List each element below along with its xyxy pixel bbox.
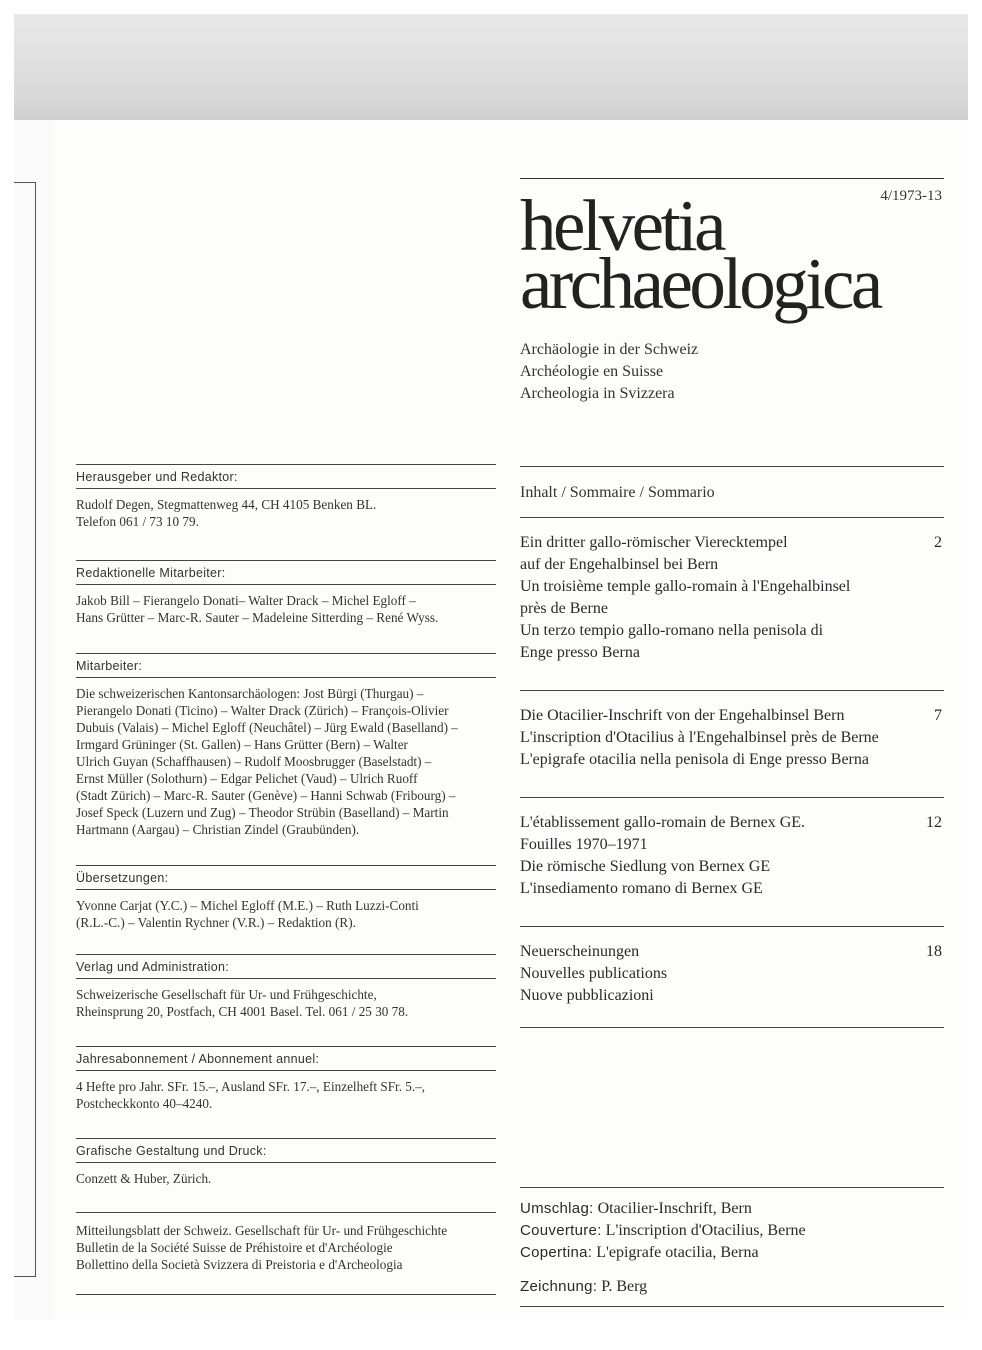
masthead-rule <box>520 178 944 179</box>
entry-line: Fouilles 1970–1971 <box>520 836 648 853</box>
scan-top-shadow <box>14 14 968 120</box>
issue-number: 4/1973-13 <box>880 188 942 204</box>
imprint-text <box>76 489 496 530</box>
text-line: (Stadt Zürich) – Marc-R. Sauter (Genève) – Hanni Schwab (Fribourg) – <box>76 788 456 803</box>
spacer <box>520 1028 944 1187</box>
cover-line <box>520 1220 944 1242</box>
entry-line: Nouvelles publications <box>520 965 668 982</box>
text-line: Postcheckkonto 40–4240. <box>76 1096 213 1111</box>
rule <box>520 1306 944 1307</box>
entry-line: L'établissement gallo-romain de Bernex GE. <box>520 814 806 831</box>
text-line: Rudolf Degen, Stegmattenweg 44, CH 4105 Benken BL. <box>76 497 377 512</box>
contents-entry <box>520 798 944 926</box>
text-line: (R.L.-C.) – Valentin Rychner (V.R.) – Redaktion (R). <box>76 915 356 930</box>
rule <box>76 1294 496 1295</box>
entry-line: L'epigrafe otacilia nella penisola di Enge presso Berna <box>520 751 869 768</box>
entry-line: L'insediamento romano di Bernex GE <box>520 880 763 897</box>
text-line: Ernst Müller (Solothurn) – Edgar Pelichet (Vaud) – Ulrich Ruoff <box>76 771 418 786</box>
imprint-label: Jahresabonnement / Abonnement annuel: <box>76 1052 320 1066</box>
text-line: Yvonne Carjat (Y.C.) – Michel Egloff (M.E.) – Ruth Luzzi-Conti <box>76 898 419 913</box>
entry-line: L'inscription d'Otacilius à l'Engehalbinsel près de Berne <box>520 729 879 746</box>
text-line: Telefon 061 / 73 10 79. <box>76 514 199 529</box>
imprint-block <box>76 560 496 653</box>
text-line: Pierangelo Donati (Ticino) – Walter Drack (Zürich) – François-Olivier <box>76 703 449 718</box>
imprint-block <box>76 954 496 1046</box>
entry-line: Die römische Siedlung von Bernex GE <box>520 858 771 875</box>
entry-line: Ein dritter gallo-römischer Vierecktempel <box>520 534 788 551</box>
imprint-text <box>76 1071 496 1112</box>
entry-line: Un terzo tempio gallo-romano nella penisola di <box>520 622 824 639</box>
text-line: Irmgard Grüninger (St. Gallen) – Hans Grütter (Bern) – Walter <box>76 737 408 752</box>
contents-entry <box>520 691 944 797</box>
imprint-text <box>76 678 496 838</box>
text-line: Hans Grütter – Marc-R. Sauter – Madeleine Sitterding – René Wyss. <box>76 610 439 625</box>
imprint-text <box>76 585 496 626</box>
text-line: Schweizerische Gesellschaft für Ur- und Frühgeschichte, <box>76 987 377 1002</box>
page-number: 7 <box>934 707 942 724</box>
entry-line: Un troisième temple gallo-romain à l'Engehalbinsel <box>520 578 851 595</box>
cover-label: Umschlag: <box>520 1200 594 1217</box>
imprint-label: Redaktionelle Mitarbeiter: <box>76 566 226 580</box>
text-line: Josef Speck (Luzern und Zug) – Theodor Strübin (Baselland) – Martin <box>76 805 449 820</box>
text-line: Die schweizerischen Kantonsarchäologen: Jost Bürgi (Thurgau) – <box>76 686 424 701</box>
imprint-label: Grafische Gestaltung und Druck: <box>76 1144 267 1158</box>
subtitle-line: Archéologie en Suisse <box>520 363 664 380</box>
text-line: Bollettino della Società Svizzera di Preistoria e d'Archeologia <box>76 1257 403 1272</box>
drawing-text: P. Berg <box>601 1278 648 1295</box>
drawing-label: Zeichnung: <box>520 1278 598 1295</box>
text-line: Dubuis (Valais) – Michel Egloff (Neuchâtel) – Jürg Ewald (Baselland) – <box>76 720 458 735</box>
masthead <box>520 178 944 405</box>
imprint-label: Verlag und Administration: <box>76 960 230 974</box>
imprint-block <box>76 653 496 865</box>
title-line: archaeologica <box>520 243 880 324</box>
cover-text: L'inscription d'Otacilius, Berne <box>605 1222 806 1239</box>
society-text <box>76 1213 496 1273</box>
crop-mark <box>14 1276 36 1277</box>
imprint-text <box>76 979 496 1020</box>
contents-column <box>520 466 944 1307</box>
subtitle-line: Archäologie in der Schweiz <box>520 341 699 358</box>
text-line: Hartmann (Aargau) – Christian Zindel (Graubünden). <box>76 822 360 837</box>
page-number: 2 <box>934 534 942 551</box>
left-page-strip <box>14 120 54 1320</box>
text-line: Jakob Bill – Fierangelo Donati– Walter Drack – Michel Egloff – <box>76 593 416 608</box>
drawing-credit <box>520 1276 944 1298</box>
text-line: Mitteilungsblatt der Schweiz. Gesellschaft für Ur- und Frühgeschichte <box>76 1223 448 1238</box>
cover-line <box>520 1198 944 1220</box>
crop-mark <box>35 182 36 1276</box>
text-line: Ulrich Guyan (Schaffhausen) – Rudolf Moosbrugger (Baselstadt) – <box>76 754 432 769</box>
imprint-block <box>76 464 496 560</box>
cover-label: Copertina: <box>520 1244 593 1261</box>
entry-line: Neuerscheinungen <box>520 943 640 960</box>
imprint-block <box>76 1046 496 1138</box>
entry-line: Nuove pubblicazioni <box>520 987 654 1004</box>
cover-text: L'epigrafe otacilia, Berna <box>596 1244 759 1261</box>
entry-line: près de Berne <box>520 600 608 617</box>
cover-label: Couverture: <box>520 1222 602 1239</box>
entry-line: auf der Engehalbinsel bei Bern <box>520 556 719 573</box>
cover-line <box>520 1242 944 1264</box>
entry-line: Die Otacilier-Inschrift von der Engehalbinsel Bern <box>520 707 845 724</box>
contents-entry <box>520 518 944 690</box>
title-line: helvetia <box>520 185 724 266</box>
contents-heading: Inhalt / Sommaire / Sommario <box>520 484 715 501</box>
text-line: Rheinsprung 20, Postfach, CH 4001 Basel. Tel. 061 / 25 30 78. <box>76 1004 409 1019</box>
contents-entry <box>520 927 944 1027</box>
imprint-block <box>76 865 496 954</box>
imprint-label: Herausgeber und Redaktor: <box>76 470 238 484</box>
imprint-block <box>76 1212 496 1294</box>
imprint-column <box>76 464 496 1295</box>
crop-mark <box>14 182 36 183</box>
entry-line: Enge presso Berna <box>520 644 640 661</box>
imprint-text <box>76 1163 496 1187</box>
text-line: Conzett & Huber, Zürich. <box>76 1171 212 1186</box>
text-line: 4 Hefte pro Jahr. SFr. 15.–, Ausland SFr. 17.–, Einzelheft SFr. 5.–, <box>76 1079 426 1094</box>
imprint-block <box>76 1138 496 1212</box>
page-number: 12 <box>926 814 942 831</box>
subtitle-line: Archeologia in Svizzera <box>520 385 675 402</box>
cover-credits <box>520 1188 944 1306</box>
journal-subtitle <box>520 339 944 405</box>
imprint-label: Mitarbeiter: <box>76 659 143 673</box>
page-number: 18 <box>926 943 942 960</box>
cover-text: Otacilier-Inschrift, Bern <box>597 1200 752 1217</box>
imprint-label: Übersetzungen: <box>76 871 169 885</box>
imprint-text <box>76 890 496 931</box>
text-line: Bulletin de la Société Suisse de Préhistoire et d'Archéologie <box>76 1240 393 1255</box>
